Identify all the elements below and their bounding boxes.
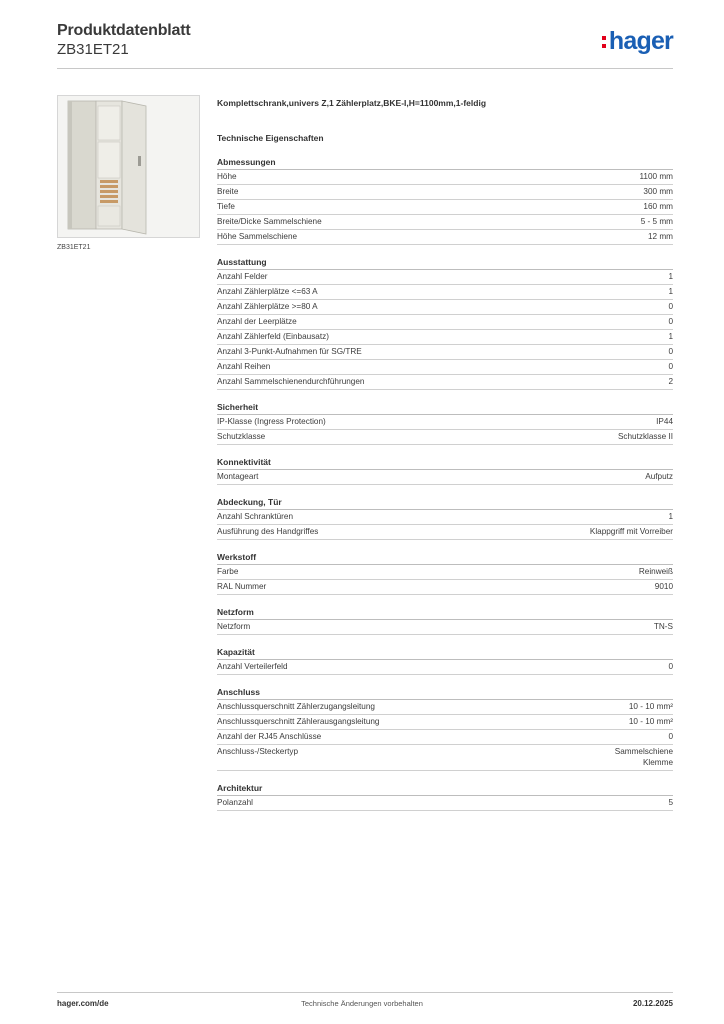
spec-value xyxy=(668,730,673,744)
spec-row xyxy=(217,796,673,811)
section-title: Sicherheit xyxy=(217,402,673,415)
tech-properties-heading: Technische Eigenschaften xyxy=(217,133,324,143)
spec-value-text: 1 xyxy=(668,332,673,341)
spec-row xyxy=(217,470,673,485)
spec-value-text: 1100 mm xyxy=(639,172,673,181)
spec-label: Höhe Sammelschiene xyxy=(217,232,298,241)
spec-label: Anzahl Reihen xyxy=(217,362,271,371)
spec-value xyxy=(668,345,673,359)
footer-website: hager.com/de xyxy=(57,999,109,1008)
spec-label: Anzahl Zählerplätze >=80 A xyxy=(217,302,318,311)
spec-value xyxy=(668,285,673,299)
spec-value-text: 1 xyxy=(668,287,673,296)
spec-value-text: 300 mm xyxy=(643,187,673,196)
spec-row xyxy=(217,730,673,745)
spec-value-text: 1 xyxy=(668,272,673,281)
spec-row xyxy=(217,565,673,580)
spec-value xyxy=(668,300,673,314)
spec-label: Anzahl der RJ45 Anschlüsse xyxy=(217,732,322,741)
spec-value xyxy=(668,315,673,329)
spec-row xyxy=(217,430,673,445)
spec-row xyxy=(217,230,673,245)
spec-value-text: 12 mm xyxy=(647,232,673,241)
spec-row xyxy=(217,715,673,730)
spec-row xyxy=(217,415,673,430)
spec-row xyxy=(217,215,673,230)
spec-label: Anzahl 3-Punkt-Aufnahmen für SG/TRE xyxy=(217,347,362,356)
spec-label: Anzahl Schranktüren xyxy=(217,512,294,521)
spec-value xyxy=(656,415,673,429)
spec-label: Breite/Dicke Sammelschiene xyxy=(217,217,322,226)
footer-date: 20.12.2025 xyxy=(632,999,673,1008)
document-subtitle: ZB31ET21 xyxy=(57,41,129,58)
spec-row xyxy=(217,185,673,200)
spec-row xyxy=(217,270,673,285)
spec-row xyxy=(217,285,673,300)
spec-label: Montageart xyxy=(217,472,259,481)
spec-label: RAL Nummer xyxy=(217,582,267,591)
spec-value-text: 1 xyxy=(668,512,673,521)
spec-value xyxy=(648,230,673,244)
spec-row xyxy=(217,510,673,525)
spec-label: Anzahl Zählerplätze <=63 A xyxy=(217,287,318,296)
spec-value-text: 0 xyxy=(668,302,673,311)
spec-value xyxy=(590,525,673,539)
spec-value-text: 10 - 10 mm² xyxy=(628,702,673,711)
spec-label: Anzahl der Leerplätze xyxy=(217,317,297,326)
spec-row xyxy=(217,700,673,715)
spec-value xyxy=(668,660,673,674)
spec-value xyxy=(668,796,673,810)
spec-value-text-2: Klemme xyxy=(642,758,673,767)
spec-value xyxy=(618,430,673,444)
header-divider xyxy=(57,68,673,69)
spec-label: Anschluss-/Steckertyp xyxy=(217,747,298,756)
spec-value-text: 2 xyxy=(668,377,673,386)
footer-divider xyxy=(57,992,673,993)
spec-value xyxy=(654,620,673,634)
spec-value xyxy=(668,330,673,344)
spec-section xyxy=(217,257,673,390)
spec-row xyxy=(217,170,673,185)
spec-section xyxy=(217,552,673,595)
spec-value-text: Reinweiß xyxy=(638,567,673,576)
image-caption: ZB31ET21 xyxy=(57,244,91,251)
spec-value xyxy=(639,170,673,184)
section-title: Abdeckung, Tür xyxy=(217,497,673,510)
spec-row xyxy=(217,375,673,390)
spec-label: Höhe xyxy=(217,172,237,181)
document-title: Produktdatenblatt xyxy=(57,22,191,39)
spec-value-text: Aufputz xyxy=(645,472,673,481)
spec-row xyxy=(217,620,673,635)
spec-value xyxy=(643,185,673,199)
product-description: Komplettschrank,univers Z,1 Zählerplatz,BKE-I,H=1100mm,1-feldig xyxy=(217,98,487,108)
section-title: Anschluss xyxy=(217,687,673,700)
spec-label: Anzahl Felder xyxy=(217,272,268,281)
spec-label: Anzahl Zählerfeld (Einbausatz) xyxy=(217,332,329,341)
spec-row xyxy=(217,200,673,215)
spec-label: Anschlussquerschnitt Zählerzugangsleitung xyxy=(217,702,375,711)
section-title: Konnektivität xyxy=(217,457,673,470)
spec-label: Tiefe xyxy=(217,202,235,211)
hager-logo xyxy=(602,28,673,54)
spec-section xyxy=(217,647,673,675)
spec-value-text: Klappgriff mit Vorreiber xyxy=(589,527,673,536)
spec-value xyxy=(615,745,673,768)
spec-sections xyxy=(217,157,673,811)
page-header xyxy=(57,20,673,68)
spec-label: Anzahl Sammelschienendurchführungen xyxy=(217,377,365,386)
spec-value-text: 0 xyxy=(668,317,673,326)
spec-section xyxy=(217,783,673,811)
spec-value-text: 0 xyxy=(668,347,673,356)
section-title: Abmessungen xyxy=(217,157,673,170)
spec-value-text: 9010 xyxy=(654,582,673,591)
spec-row xyxy=(217,660,673,675)
spec-value-text: Schutzklasse II xyxy=(617,432,673,441)
spec-value-text: Sammelschiene xyxy=(614,747,673,756)
cabinet-illustration xyxy=(58,96,199,237)
spec-row xyxy=(217,300,673,315)
spec-label: Anzahl Verteilerfeld xyxy=(217,662,288,671)
spec-value xyxy=(668,510,673,524)
spec-row xyxy=(217,360,673,375)
product-image xyxy=(57,95,200,238)
spec-value xyxy=(641,215,673,229)
spec-value xyxy=(643,200,673,214)
spec-section xyxy=(217,497,673,540)
spec-label: Ausführung des Handgriffes xyxy=(217,527,319,536)
spec-label: Anschlussquerschnitt Zählerausgangsleitung xyxy=(217,717,380,726)
footer-disclaimer: Technische Änderungen vorbehalten xyxy=(301,999,423,1008)
spec-label: IP-Klasse (Ingress Protection) xyxy=(217,417,326,426)
spec-row xyxy=(217,525,673,540)
spec-value xyxy=(645,470,673,484)
spec-row xyxy=(217,315,673,330)
section-title: Ausstattung xyxy=(217,257,673,270)
section-title: Architektur xyxy=(217,783,673,796)
spec-value xyxy=(668,375,673,389)
spec-value-text: TN-S xyxy=(653,622,673,631)
spec-section xyxy=(217,402,673,445)
spec-label: Breite xyxy=(217,187,239,196)
spec-value-text: 160 mm xyxy=(643,202,673,211)
spec-value-text: 0 xyxy=(668,732,673,741)
spec-value-text: 5 - 5 mm xyxy=(640,217,673,226)
spec-label: Netzform xyxy=(217,622,251,631)
spec-section xyxy=(217,457,673,485)
spec-value-text: 0 xyxy=(668,662,673,671)
section-title: Kapazität xyxy=(217,647,673,660)
section-title: Netzform xyxy=(217,607,673,620)
spec-value xyxy=(668,360,673,374)
spec-label: Polanzahl xyxy=(217,798,253,807)
spec-value xyxy=(655,580,673,594)
spec-value xyxy=(668,270,673,284)
section-title: Werkstoff xyxy=(217,552,673,565)
spec-section xyxy=(217,687,673,771)
spec-row xyxy=(217,330,673,345)
spec-value-text: IP44 xyxy=(656,417,673,426)
spec-value-text: 5 xyxy=(668,798,673,807)
logo-dots-icon xyxy=(602,32,608,49)
product-content xyxy=(217,97,673,811)
spec-row xyxy=(217,745,673,771)
spec-value-text: 10 - 10 mm² xyxy=(628,717,673,726)
spec-section xyxy=(217,157,673,245)
logo-text: hager xyxy=(608,27,673,55)
spec-value xyxy=(629,700,673,714)
spec-row xyxy=(217,580,673,595)
spec-label: Farbe xyxy=(217,567,239,576)
spec-row xyxy=(217,345,673,360)
spec-value xyxy=(629,715,673,729)
spec-value xyxy=(639,565,673,579)
spec-label: Schutzklasse xyxy=(217,432,266,441)
spec-value-text: 0 xyxy=(668,362,673,371)
spec-section xyxy=(217,607,673,635)
